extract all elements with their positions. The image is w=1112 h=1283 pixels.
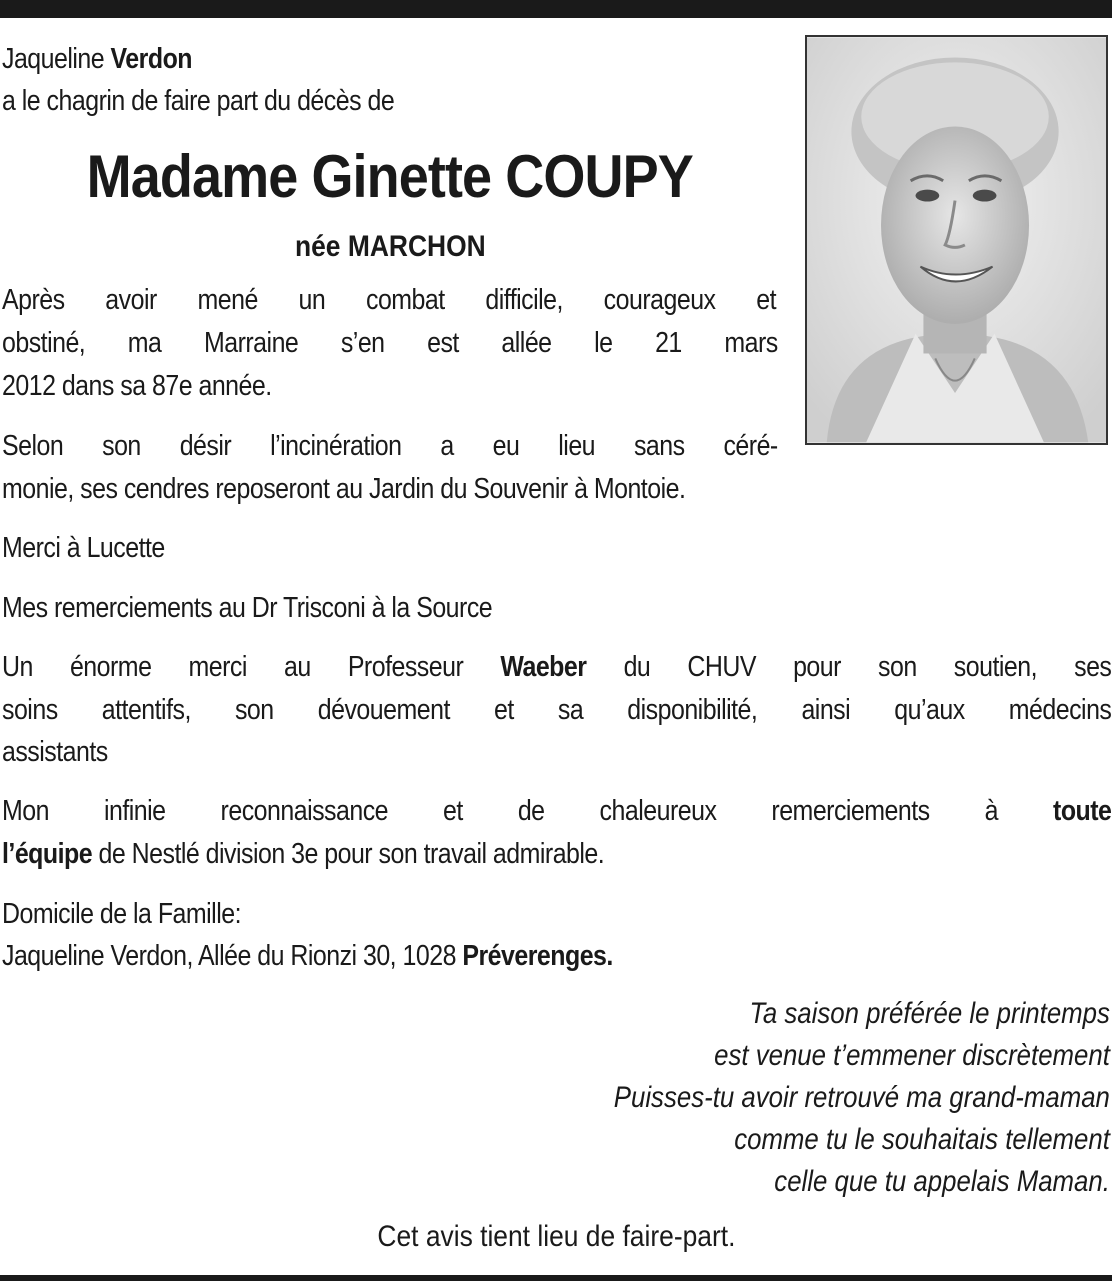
para2-line-1: Selon son désir l’incinération a eu lieu sans céré- — [2, 430, 778, 462]
para1-line-3: 2012 dans sa 87e année. — [2, 370, 272, 402]
domicile-town: Préverenges. — [462, 940, 613, 972]
maiden-name: née MARCHON — [294, 230, 486, 263]
thanks-doctor: Mes remerciements au Dr Trisconi à la Source — [2, 592, 493, 624]
thanks3-line-1: Un énorme merci au Professeur Waeber du CHUV pour son soutien, ses — [2, 651, 1112, 683]
poem-line-4: comme tu le souhaitais tellement — [734, 1123, 1110, 1156]
professor-name: Waeber — [500, 651, 587, 683]
para1-line-2: obstiné, ma Marraine s’en est allée le 21 mars — [2, 327, 778, 359]
thanks-lucette: Merci à Lucette — [2, 532, 165, 564]
footer-note: Cet avis tient lieu de faire-part. — [376, 1220, 736, 1253]
thanks4-line-1: Mon infinie reconnaissance et de chaleureux remerciements à toute — [2, 795, 1112, 827]
poem-line-2: est venue t’emmener discrètement — [714, 1039, 1110, 1072]
deceased-name: Madame Ginette COUPY — [86, 143, 694, 210]
thanks4-line-2: l’équipe de Nestlé division 3e pour son travail admirable. — [2, 838, 605, 870]
team-emphasis-2: l’équipe — [2, 838, 93, 870]
para1-line-1: Après avoir mené un combat difficile, courageux et — [2, 284, 776, 316]
top-rule — [0, 0, 1112, 18]
para2-line-2: monie, ses cendres reposeront au Jardin du Souvenir à Montoie. — [2, 473, 686, 505]
poem — [533, 993, 1110, 1203]
poem-line-1: Ta saison préférée le printemps — [749, 997, 1110, 1030]
team-emphasis: toute — [1053, 795, 1112, 827]
domicile-label: Domicile de la Famille: — [2, 898, 241, 930]
announcer-last-name: Verdon — [110, 43, 193, 75]
intro-line: a le chagrin de faire part du décès de — [2, 85, 395, 117]
poem-line-5: celle que tu appelais Maman. — [774, 1165, 1110, 1198]
portrait-photo — [805, 35, 1108, 445]
thanks3-line-2: soins attentifs, son dévouement et sa disponibilité, ainsi qu’aux médecins — [2, 694, 1112, 726]
poem-line-3: Puisses-tu avoir retrouvé ma grand-maman — [613, 1081, 1110, 1114]
announcer-first-name: Jaqueline — [2, 43, 105, 75]
bottom-rule — [0, 1275, 1112, 1281]
thanks3-line-3: assistants — [2, 736, 108, 768]
announcer — [2, 38, 192, 81]
domicile-address: Jaqueline Verdon, Allée du Rionzi 30, 1028 Préverenges. — [2, 940, 613, 972]
